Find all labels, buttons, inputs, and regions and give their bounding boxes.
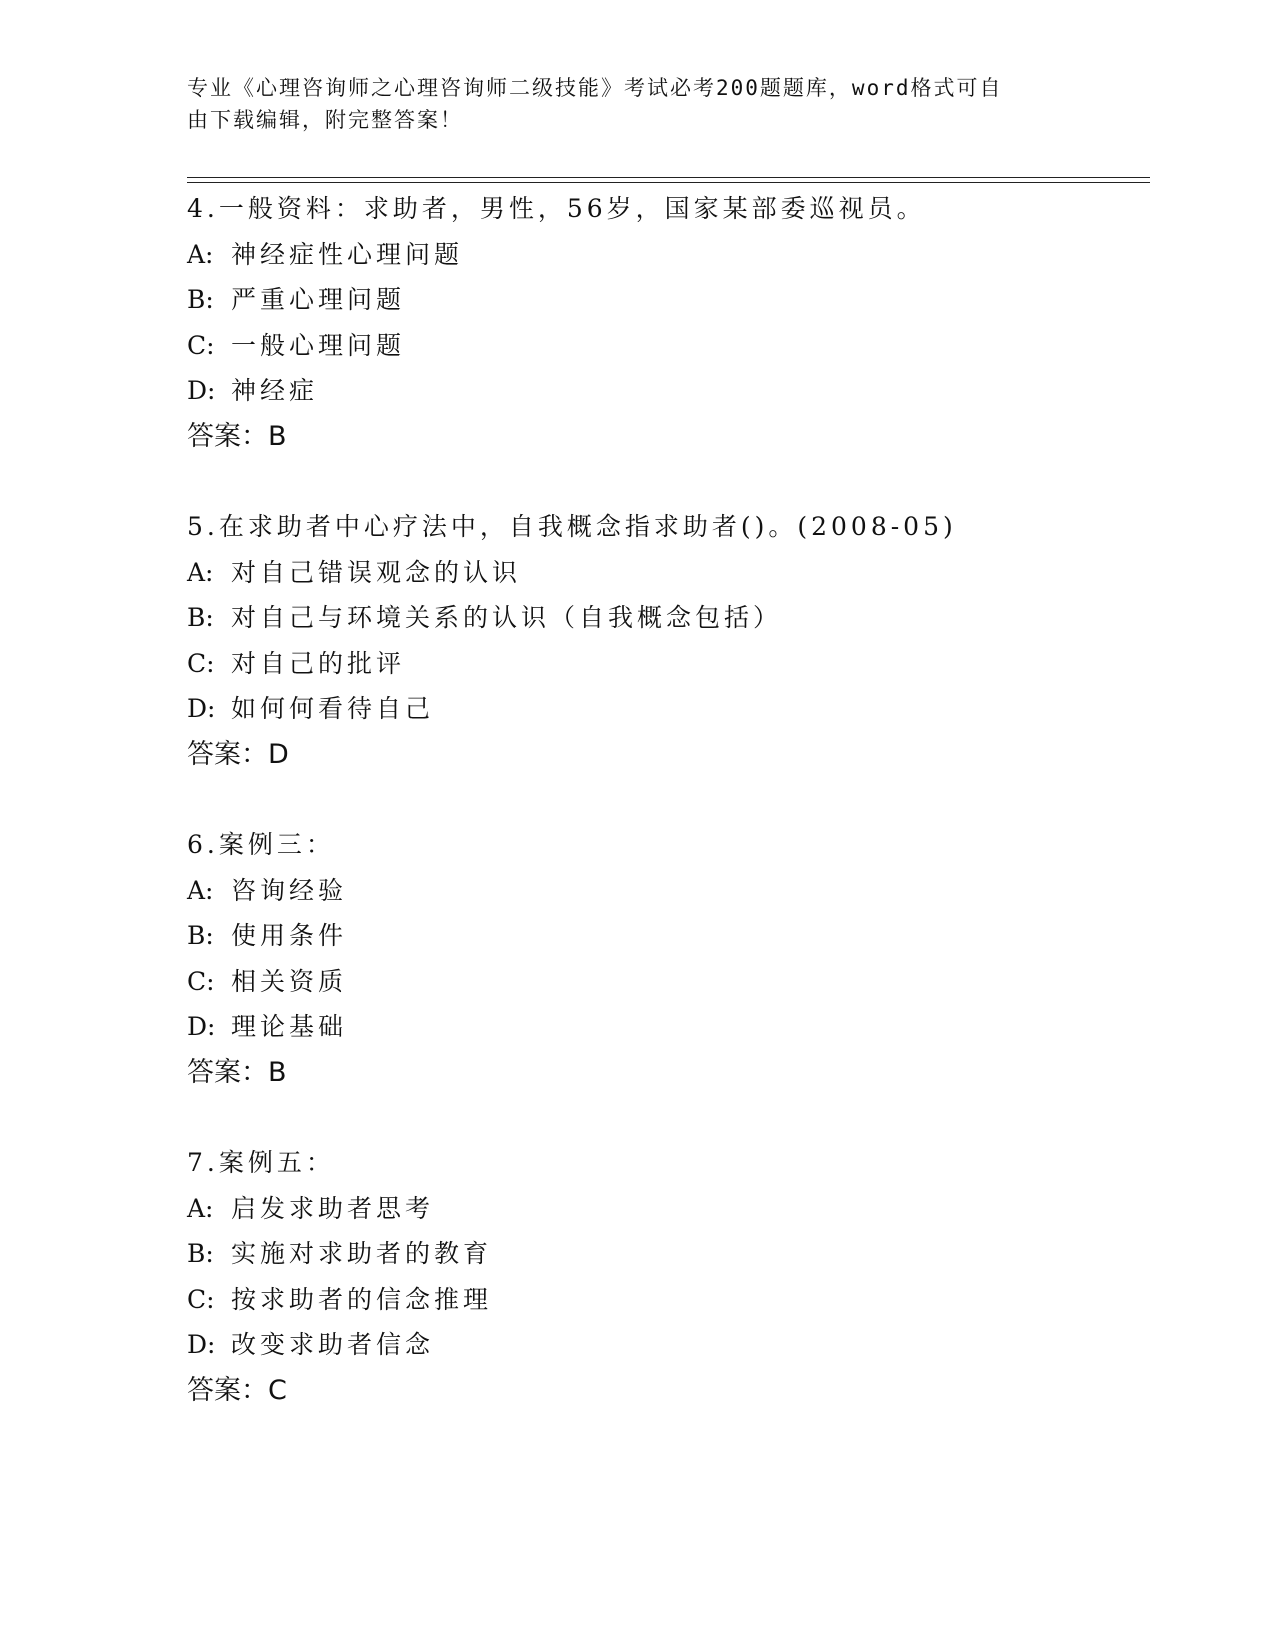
question-stem: 7.案例五： bbox=[187, 1148, 335, 1177]
option-text: 理论基础 bbox=[231, 1012, 348, 1041]
header-line-1: 专业《心理咨询师之心理咨询师二级技能》考试必考200题题库，word格式可自 bbox=[187, 76, 1003, 100]
answer-line: 答案：B bbox=[187, 1056, 287, 1088]
option-text: 改变求助者信念 bbox=[231, 1330, 435, 1359]
answer-line: 答案：D bbox=[187, 738, 289, 770]
option-key: D: bbox=[187, 376, 216, 405]
option-key: B: bbox=[187, 921, 214, 950]
option-key: C: bbox=[187, 1284, 215, 1314]
question-stem: 4.一般资料：求助者，男性，56岁，国家某部委巡视员。 bbox=[187, 194, 926, 223]
option-b bbox=[187, 595, 1147, 641]
question-stem: 6.案例三： bbox=[187, 830, 335, 859]
option-text: 对自己错误观念的认识 bbox=[231, 557, 522, 587]
option-a bbox=[187, 868, 1147, 914]
option-text: 严重心理问题 bbox=[231, 285, 406, 314]
option-b bbox=[187, 277, 1147, 323]
answer-line: 答案：B bbox=[187, 420, 287, 452]
option-key: B: bbox=[187, 285, 214, 314]
option-text: 使用条件 bbox=[231, 921, 348, 950]
option-key: B: bbox=[187, 1239, 214, 1268]
option-text: 按求助者的信念推理 bbox=[231, 1284, 493, 1314]
option-d bbox=[187, 1322, 1147, 1368]
question-block bbox=[187, 504, 1147, 777]
option-key: A: bbox=[187, 557, 214, 587]
document-header bbox=[187, 72, 1077, 136]
option-text: 对自己与环境关系的认识（自我概念包括） bbox=[231, 603, 783, 632]
option-key: A: bbox=[187, 875, 214, 905]
option-b bbox=[187, 1231, 1147, 1277]
option-text: 一般心理问题 bbox=[231, 330, 406, 360]
option-text: 如何何看待自己 bbox=[231, 694, 435, 723]
option-text: 对自己的批评 bbox=[231, 648, 406, 678]
option-c bbox=[187, 323, 1147, 369]
option-key: B: bbox=[187, 603, 214, 632]
option-a bbox=[187, 550, 1147, 596]
option-c bbox=[187, 641, 1147, 687]
option-key: D: bbox=[187, 1330, 216, 1359]
option-d bbox=[187, 368, 1147, 414]
question-stem: 5.在求助者中心疗法中，自我概念指求助者()。(2008-05) bbox=[187, 512, 957, 541]
option-key: C: bbox=[187, 966, 215, 996]
option-key: A: bbox=[187, 1193, 214, 1223]
question-block bbox=[187, 1140, 1147, 1413]
question-block bbox=[187, 822, 1147, 1095]
option-text: 神经症 bbox=[231, 376, 319, 405]
option-b bbox=[187, 913, 1147, 959]
option-text: 相关资质 bbox=[231, 966, 348, 996]
option-d bbox=[187, 1004, 1147, 1050]
option-key: C: bbox=[187, 330, 215, 360]
option-text: 实施对求助者的教育 bbox=[231, 1239, 493, 1268]
header-divider-top bbox=[187, 177, 1150, 178]
option-text: 神经症性心理问题 bbox=[231, 239, 464, 269]
option-a bbox=[187, 232, 1147, 278]
option-d bbox=[187, 686, 1147, 732]
option-key: D: bbox=[187, 694, 216, 723]
question-block bbox=[187, 186, 1147, 459]
option-a bbox=[187, 1186, 1147, 1232]
option-key: D: bbox=[187, 1012, 216, 1041]
option-key: C: bbox=[187, 648, 215, 678]
header-divider-bottom bbox=[187, 182, 1150, 183]
option-text: 咨询经验 bbox=[231, 875, 348, 905]
option-text: 启发求助者思考 bbox=[231, 1193, 435, 1223]
header-line-2: 由下载编辑，附完整答案！ bbox=[187, 108, 463, 132]
answer-line: 答案：C bbox=[187, 1374, 287, 1406]
option-key: A: bbox=[187, 239, 214, 269]
option-c bbox=[187, 1277, 1147, 1323]
option-c bbox=[187, 959, 1147, 1005]
